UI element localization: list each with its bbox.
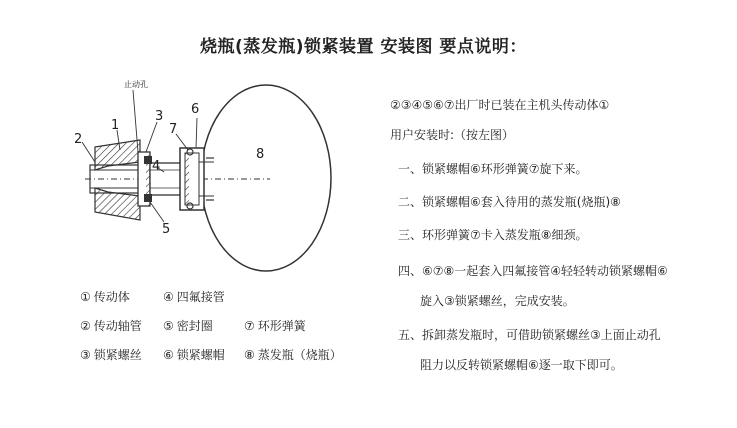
part-label-5: 5 [162,222,171,237]
seal-ring-top [144,156,152,164]
legend-item: ⑤ 密封圈 [163,319,213,333]
locking-nut [180,148,204,210]
seal-ring-bottom [144,194,152,202]
instruction-line: 五、拆卸蒸发瓶时，可借助锁紧螺丝③上面止动孔 [398,328,661,342]
instruction-line: ②③④⑤⑥⑦出厂时已装在主机头传动体① [390,98,610,112]
legend-item: ③ 锁紧螺丝 [80,348,142,362]
leader-3 [146,122,157,152]
instruction-line: 四、⑥⑦⑧一起套入四氟接管④轻轻转动锁紧螺帽⑥ [398,264,668,278]
part-label-2: 2 [74,132,83,147]
flask-body [201,85,331,271]
instruction-line: 阻力以反转锁紧螺帽⑥逐一取下即可。 [420,358,623,372]
part-label-7: 7 [169,122,178,137]
legend-item: ⑥ 锁紧螺帽 [163,348,225,362]
instruction-line: 旋入③锁紧螺丝，完成安装。 [420,294,575,308]
legend-item: ⑧ 蒸发瓶（烧瓶） [244,348,342,362]
instruction-line: 三、环形弹簧⑦卡入蒸发瓶⑧细颈。 [398,228,588,242]
instruction-line: 一、锁紧螺帽⑥环形弹簧⑦旋下来。 [398,162,588,176]
part-label-4: 4 [152,159,161,174]
legend-item: ② 传动轴管 [80,319,142,333]
legend-item: ⑦ 环形弹簧 [244,319,306,333]
instruction-line: 用户安装时:（按左图） [390,128,515,142]
locking-nut-thread [185,153,189,205]
part-label-1: 1 [111,118,120,133]
page-title: 烧瓶(蒸发瓶)锁紧装置 安装图 要点说明： [200,37,527,57]
legend-item: ④ 四氟接管 [163,290,225,304]
instruction-line: 二、锁紧螺帽⑥套入待用的蒸发瓶(烧瓶)⑧ [398,195,621,209]
part-label-3: 3 [155,109,164,124]
leader-2 [82,142,95,162]
stop-hole-label: 止动孔 [124,80,148,89]
part-label-6: 6 [191,102,200,117]
legend-item: ① 传动体 [80,290,130,304]
part-label-8: 8 [256,147,265,162]
leader-5 [150,202,164,222]
leader-6 [196,118,197,148]
